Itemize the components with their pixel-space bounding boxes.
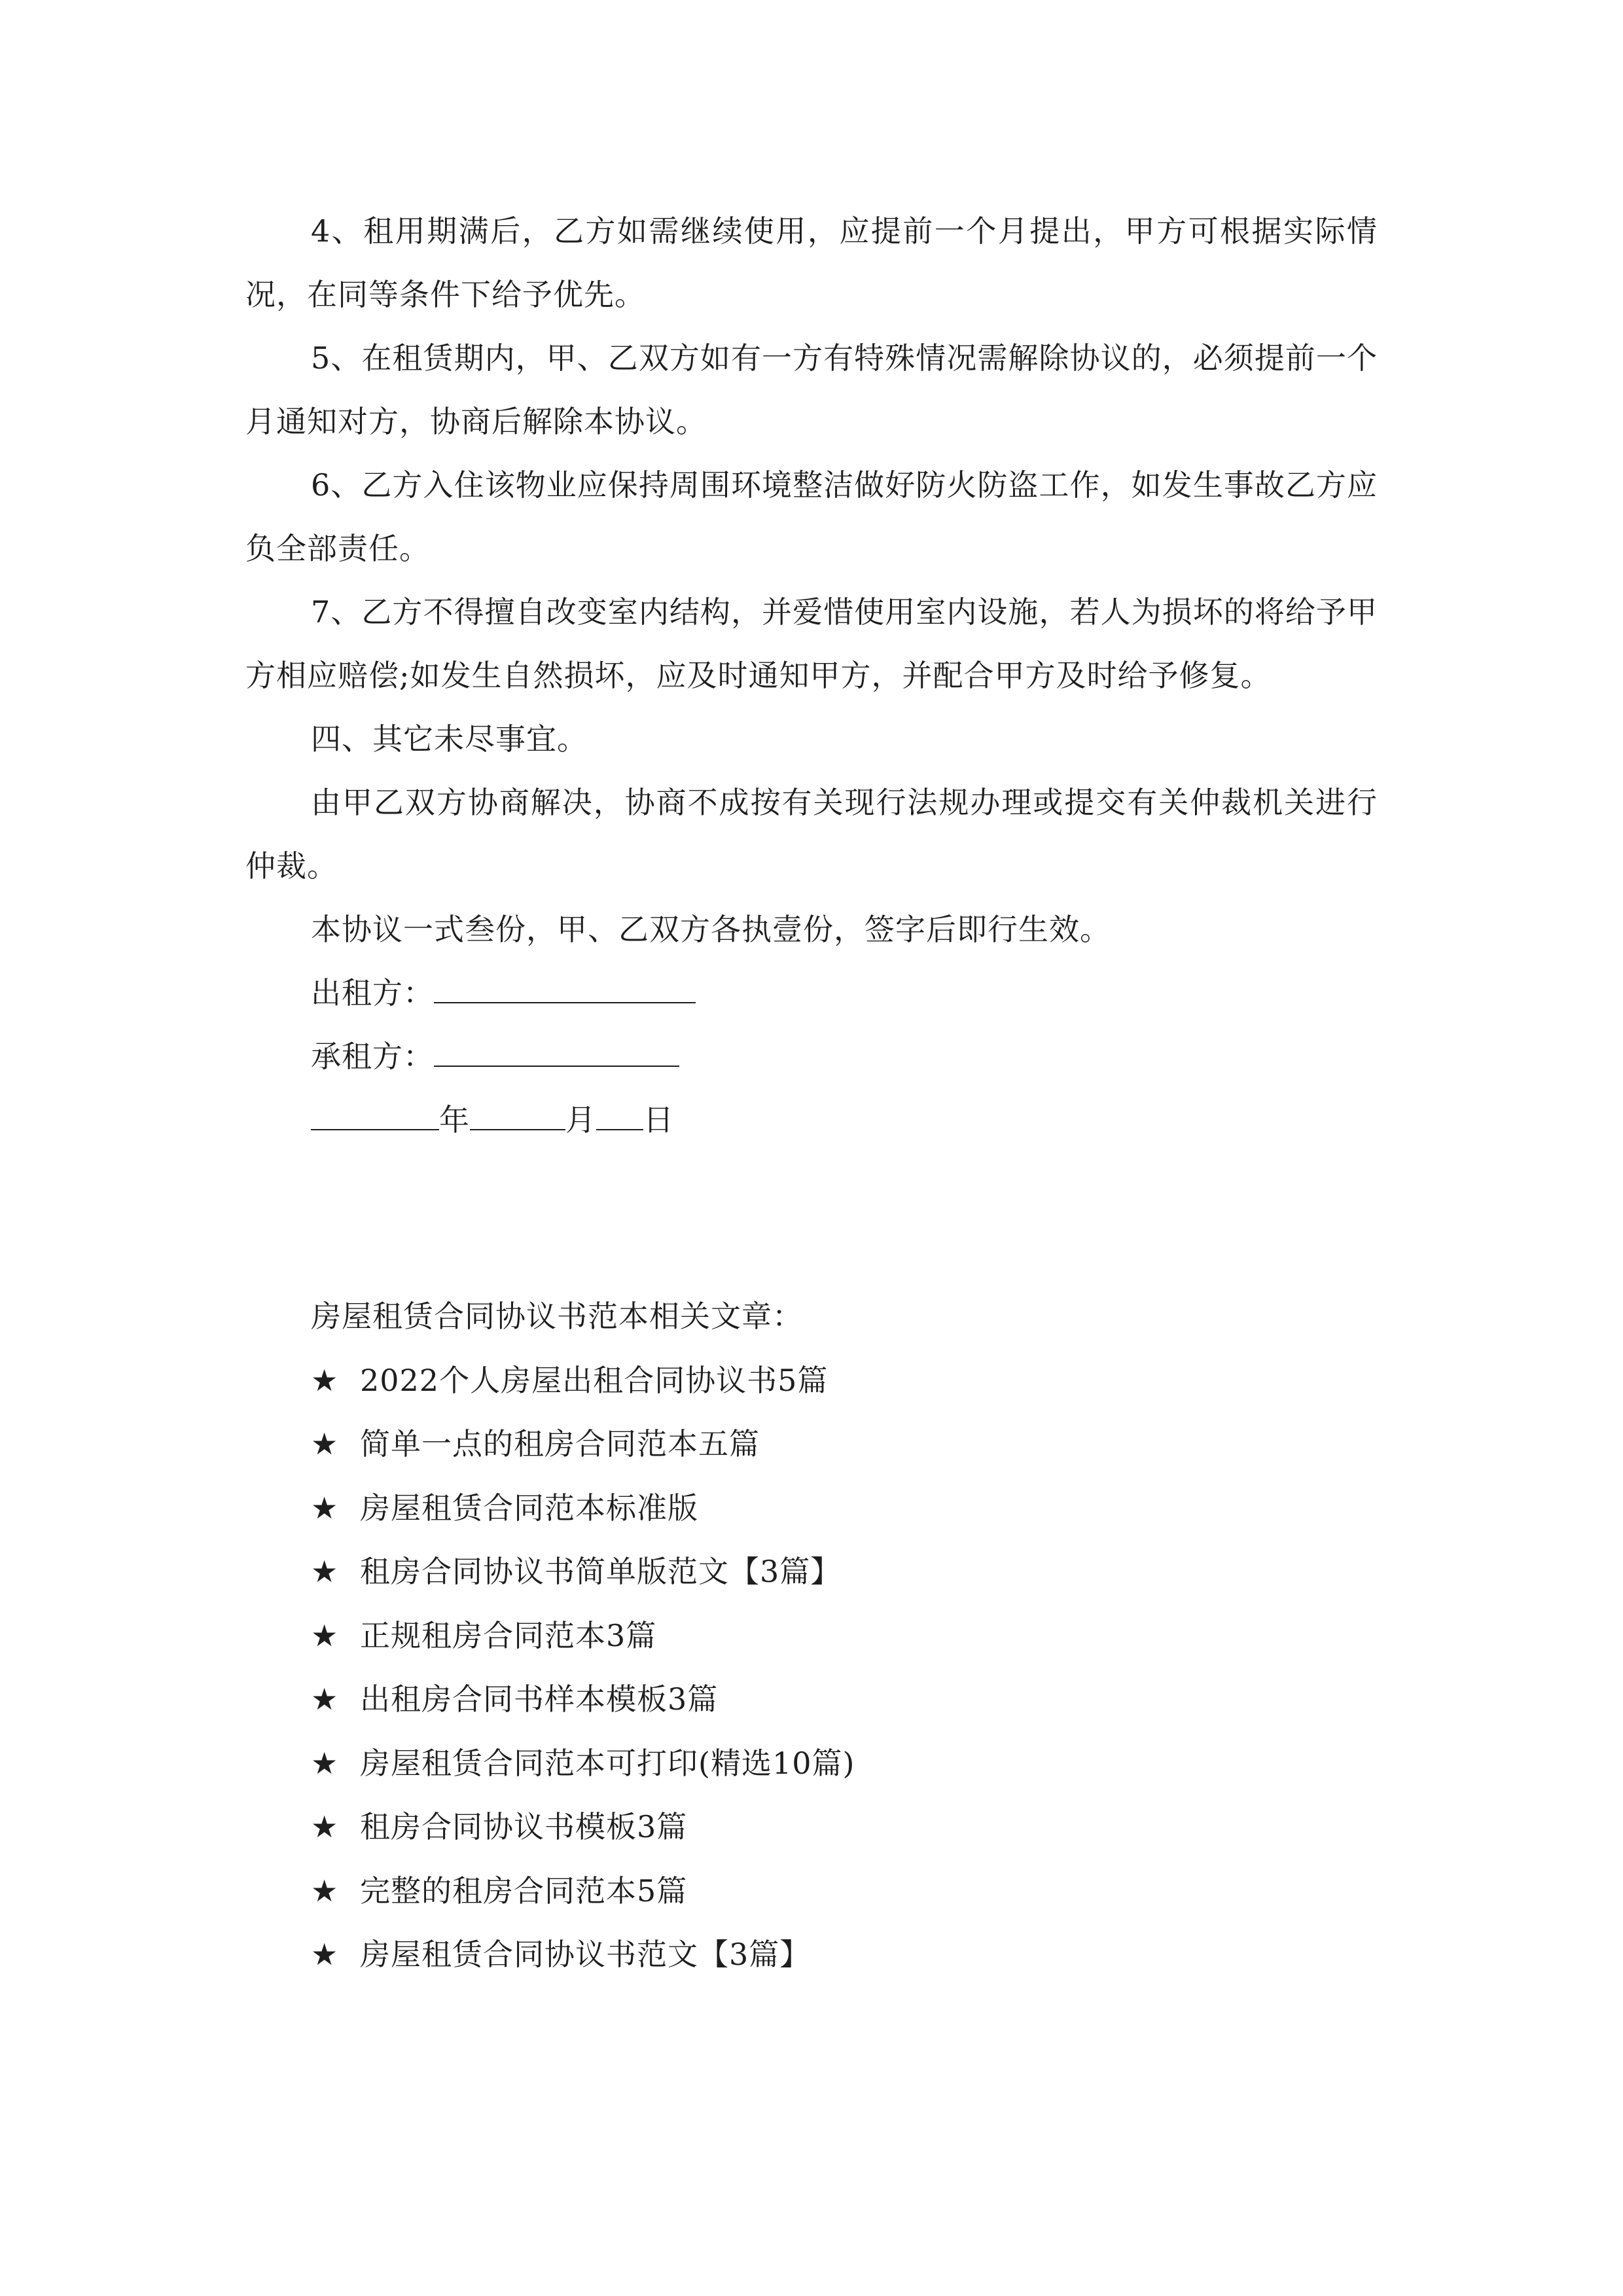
- day-label: 日: [643, 1102, 674, 1138]
- star-icon: ★: [311, 1426, 339, 1462]
- related-article-title: 出租房合同书样本模板3篇: [360, 1681, 719, 1717]
- related-article-title: 房屋租赁合同协议书范文【3篇】: [360, 1937, 811, 1972]
- lessor-signature-blank: [434, 964, 696, 1003]
- star-icon: ★: [311, 1490, 339, 1526]
- lessee-signature-line: [245, 1025, 1378, 1088]
- lessor-signature-line: [245, 961, 1378, 1025]
- day-blank: [596, 1091, 643, 1130]
- related-article-title: 正规租房合同范本3篇: [360, 1617, 657, 1653]
- star-icon: ★: [311, 1617, 339, 1653]
- related-article-link[interactable]: [311, 1732, 1358, 1796]
- star-icon: ★: [311, 1681, 339, 1717]
- related-article-link[interactable]: [311, 1923, 1358, 1987]
- related-article-link[interactable]: [311, 1604, 1358, 1668]
- lessor-label: 出租方：: [311, 975, 434, 1011]
- related-article-link[interactable]: [311, 1412, 1358, 1477]
- related-articles-list: [311, 1349, 1358, 1987]
- related-article-link[interactable]: [311, 1859, 1358, 1924]
- section-four-heading: 四、其它未尽事宜。: [311, 721, 588, 757]
- related-articles-title: 房屋租赁合同协议书范本相关文章：: [311, 1299, 803, 1334]
- star-icon: ★: [311, 1554, 339, 1589]
- related-article-title: 房屋租赁合同范本可打印(精选10篇): [360, 1745, 855, 1781]
- lessee-signature-blank: [434, 1028, 679, 1067]
- related-article-title: 2022个人房屋出租合同协议书5篇: [360, 1362, 829, 1398]
- copies-statement: 本协议一式叁份，甲、乙双方各执壹份，签字后即行生效。: [311, 912, 1111, 947]
- related-article-title: 租房合同协议书模板3篇: [360, 1809, 688, 1844]
- clause-6: 6、乙方入住该物业应保持周围环境整洁做好防火防盗工作，如发生事故乙方应负全部责任。: [245, 467, 1378, 566]
- dispute-resolution-text: 由甲乙双方协商解决，协商不成按有关现行法规办理或提交有关仲裁机关进行仲裁。: [245, 785, 1378, 884]
- contract-body: [245, 200, 1378, 1152]
- related-article-link[interactable]: [311, 1349, 1358, 1413]
- clause-5: 5、在租赁期内，甲、乙双方如有一方有特殊情况需解除协议的，必须提前一个月通知对方，协商后解除本协议。: [245, 340, 1378, 439]
- related-article-title: 房屋租赁合同范本标准版: [360, 1490, 698, 1526]
- related-article-title: 租房合同协议书简单版范文【3篇】: [360, 1554, 842, 1589]
- related-article-link[interactable]: [311, 1795, 1358, 1859]
- star-icon: ★: [311, 1809, 339, 1844]
- star-icon: ★: [311, 1745, 339, 1781]
- date-line: [245, 1088, 1378, 1152]
- related-article-link[interactable]: [311, 1540, 1358, 1604]
- lessee-label: 承租方：: [311, 1039, 434, 1074]
- clause-7: 7、乙方不得擅自改变室内结构，并爱惜使用室内设施，若人为损坏的将给予甲方相应赔偿;如发生自然损坏，应及时通知甲方，并配合甲方及时给予修复。: [245, 594, 1378, 693]
- star-icon: ★: [311, 1362, 339, 1398]
- related-article-title: 简单一点的租房合同范本五篇: [360, 1426, 760, 1462]
- related-articles: [311, 1285, 1358, 1987]
- year-label: 年: [439, 1102, 470, 1138]
- month-label: 月: [565, 1102, 596, 1138]
- month-blank: [470, 1091, 565, 1130]
- related-article-title: 完整的租房合同范本5篇: [360, 1873, 688, 1909]
- year-blank: [311, 1091, 439, 1130]
- related-article-link[interactable]: [311, 1668, 1358, 1732]
- clause-4: 4、租用期满后，乙方如需继续使用，应提前一个月提出，甲方可根据实际情况，在同等条件下给予优先。: [245, 213, 1378, 312]
- related-article-link[interactable]: [311, 1477, 1358, 1541]
- star-icon: ★: [311, 1873, 339, 1909]
- star-icon: ★: [311, 1937, 339, 1972]
